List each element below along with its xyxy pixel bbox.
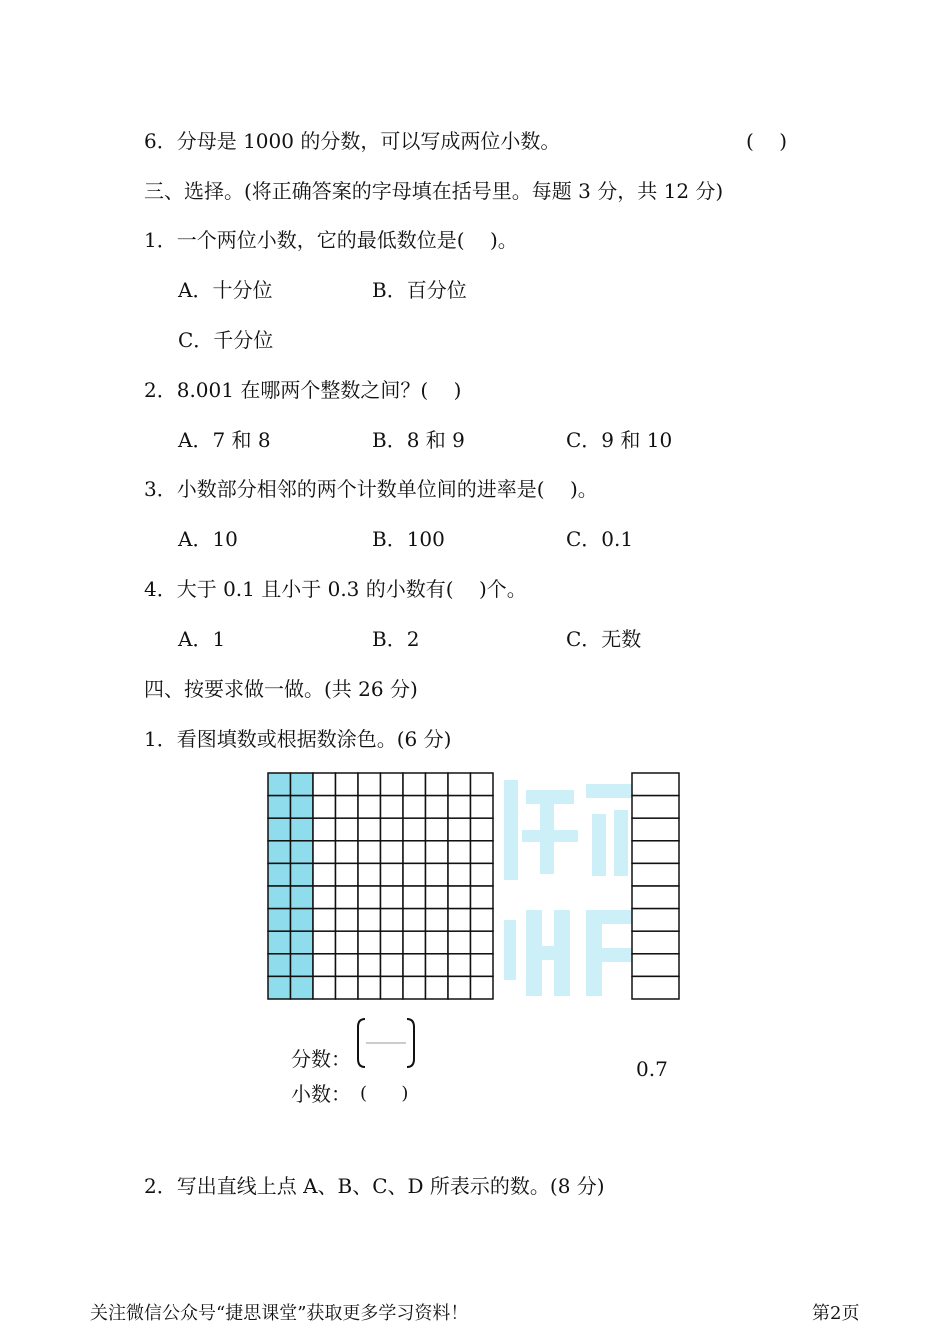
grid-cell[interactable] [426,796,449,819]
grid-cell[interactable] [268,796,291,819]
grid-cell[interactable] [426,841,449,864]
grid-cell[interactable] [448,841,471,864]
grid-cell[interactable] [313,841,336,864]
grid-cell[interactable] [291,909,314,932]
grid-cell[interactable] [403,818,426,841]
grid-cell[interactable] [358,818,381,841]
grid-cell[interactable] [403,954,426,977]
grid-cell[interactable] [268,886,291,909]
grid-cell[interactable] [381,841,404,864]
grid-cell[interactable] [426,954,449,977]
grid-cell[interactable] [336,841,359,864]
option-a: A．十分位 [178,278,273,302]
strip-cell[interactable] [632,909,679,932]
grid-cell[interactable] [403,909,426,932]
grid-cell[interactable] [313,954,336,977]
grid-cell[interactable] [403,931,426,954]
strip-value: 0.7 [636,1057,668,1081]
grid-cell[interactable] [313,931,336,954]
option-b: B．8 和 9 [372,428,465,452]
option-c: C．9 和 10 [566,428,673,452]
hundred-grid[interactable] [267,772,494,1000]
grid-cell[interactable] [291,931,314,954]
grid-cell[interactable] [313,909,336,932]
grid-cell[interactable] [471,931,494,954]
grid-cell[interactable] [268,909,291,932]
option-a: A．7 和 8 [178,428,271,452]
grid-cell[interactable] [336,954,359,977]
grid-cell[interactable] [471,818,494,841]
grid-cell[interactable] [358,886,381,909]
grid-cell[interactable] [448,863,471,886]
section-title: 四、按要求做一做。(共 26 分) [144,677,418,701]
option-a: A．10 [178,527,238,551]
grid-cell[interactable] [381,931,404,954]
grid-cell[interactable] [381,886,404,909]
grid-cell[interactable] [471,863,494,886]
section-title: 三、选择。(将正确答案的字母填在括号里。每题 3 分，共 12 分) [144,179,724,203]
grid-cell[interactable] [313,796,336,819]
option-a: A．1 [178,627,226,651]
strip-cell[interactable] [632,863,679,886]
option-b: B．百分位 [372,278,467,302]
grid-cell[interactable] [471,841,494,864]
grid-cell[interactable] [358,841,381,864]
grid-cell[interactable] [358,909,381,932]
grid-cell[interactable] [426,909,449,932]
grid-cell[interactable] [291,796,314,819]
grid-cell[interactable] [268,773,291,796]
grid-cell[interactable] [313,818,336,841]
grid-cell[interactable] [381,796,404,819]
question-stem: 1．一个两位小数，它的最低数位是( )。 [144,228,518,252]
grid-cell[interactable] [448,773,471,796]
question-stem: 3．小数部分相邻的两个计数单位间的进率是( )。 [144,477,598,501]
grid-cell[interactable] [268,954,291,977]
grid-cell[interactable] [448,954,471,977]
grid-cell[interactable] [426,886,449,909]
grid-cell[interactable] [381,863,404,886]
grid-cell[interactable] [403,841,426,864]
grid-cell[interactable] [471,954,494,977]
grid-cell[interactable] [471,796,494,819]
grid-cell[interactable] [336,931,359,954]
grid-cell[interactable] [381,773,404,796]
grid-cell[interactable] [291,863,314,886]
grid-cell[interactable] [336,976,359,999]
grid-cell[interactable] [268,863,291,886]
grid-cell[interactable] [403,863,426,886]
grid-cell[interactable] [358,976,381,999]
strip-cell[interactable] [632,976,679,999]
strip-cell[interactable] [632,841,679,864]
strip-cell[interactable] [632,931,679,954]
grid-cell[interactable] [291,773,314,796]
question-stem: 2．写出直线上点 A、B、C、D 所表示的数。(8 分) [144,1174,605,1198]
grid-cell[interactable] [471,773,494,796]
grid-cell[interactable] [426,773,449,796]
grid-cell[interactable] [291,886,314,909]
grid-cell[interactable] [313,863,336,886]
grid-cell[interactable] [336,886,359,909]
grid-cell[interactable] [268,818,291,841]
grid-cell[interactable] [448,818,471,841]
fraction-answer-box[interactable] [356,1017,416,1069]
strip-cell[interactable] [632,886,679,909]
grid-cell[interactable] [448,796,471,819]
option-b: B．100 [372,527,445,551]
grid-cell[interactable] [471,976,494,999]
grid-cell[interactable] [381,976,404,999]
grid-cell[interactable] [336,773,359,796]
grid-cell[interactable] [291,976,314,999]
strip-cell[interactable] [632,954,679,977]
grid-cell[interactable] [448,886,471,909]
grid-cell[interactable] [358,931,381,954]
grid-cell[interactable] [358,863,381,886]
fraction-label: 分数： [291,1047,351,1071]
decimal-label: 小数： [291,1082,351,1106]
strip-cell[interactable] [632,796,679,819]
grid-cell[interactable] [426,863,449,886]
option-c: C．千分位 [178,328,274,352]
grid-cell[interactable] [336,796,359,819]
grid-cell[interactable] [268,841,291,864]
grid-cell[interactable] [336,909,359,932]
grid-cell[interactable] [403,886,426,909]
grid-cell[interactable] [381,909,404,932]
grid-cell[interactable] [426,976,449,999]
grid-cell[interactable] [448,976,471,999]
grid-cell[interactable] [268,931,291,954]
tenths-strip[interactable] [631,772,680,1000]
grid-cell[interactable] [471,909,494,932]
question-stem: 4．大于 0.1 且小于 0.3 的小数有( )个。 [144,577,527,601]
decimal-answer-paren[interactable]: ( ) [360,1083,409,1104]
grid-cell[interactable] [313,886,336,909]
grid-cell[interactable] [358,954,381,977]
grid-cell[interactable] [336,818,359,841]
grid-cell[interactable] [403,976,426,999]
option-c: C．0.1 [566,527,634,551]
grid-cell[interactable] [426,818,449,841]
grid-cell[interactable] [448,909,471,932]
grid-cell[interactable] [291,818,314,841]
option-b: B．2 [372,627,420,651]
grid-cell[interactable] [291,954,314,977]
grid-cell[interactable] [336,863,359,886]
strip-cell[interactable] [632,818,679,841]
question-stem: 1．看图填数或根据数涂色。(6 分) [144,727,452,751]
grid-cell[interactable] [313,773,336,796]
grid-cell[interactable] [291,841,314,864]
option-c: C．无数 [566,627,642,651]
watermark-logo [496,770,646,1002]
grid-cell[interactable] [381,818,404,841]
strip-cell[interactable] [632,773,679,796]
judge-question-6: 6．分母是 1000 的分数，可以写成两位小数。 [144,129,561,153]
page-number: 第2页 [812,1303,860,1324]
footer-note: 关注微信公众号“捷思课堂”获取更多学习资料！ [90,1303,469,1324]
grid-cell[interactable] [426,931,449,954]
grid-cell[interactable] [358,796,381,819]
grid-cell[interactable] [403,796,426,819]
grid-cell[interactable] [313,976,336,999]
answer-paren[interactable]: ( ) [746,129,788,153]
grid-cell[interactable] [471,886,494,909]
grid-cell[interactable] [381,954,404,977]
grid-cell[interactable] [358,773,381,796]
grid-cell[interactable] [448,931,471,954]
grid-cell[interactable] [403,773,426,796]
grid-cell[interactable] [268,976,291,999]
question-stem: 2．8.001 在哪两个整数之间？( ) [144,378,462,402]
